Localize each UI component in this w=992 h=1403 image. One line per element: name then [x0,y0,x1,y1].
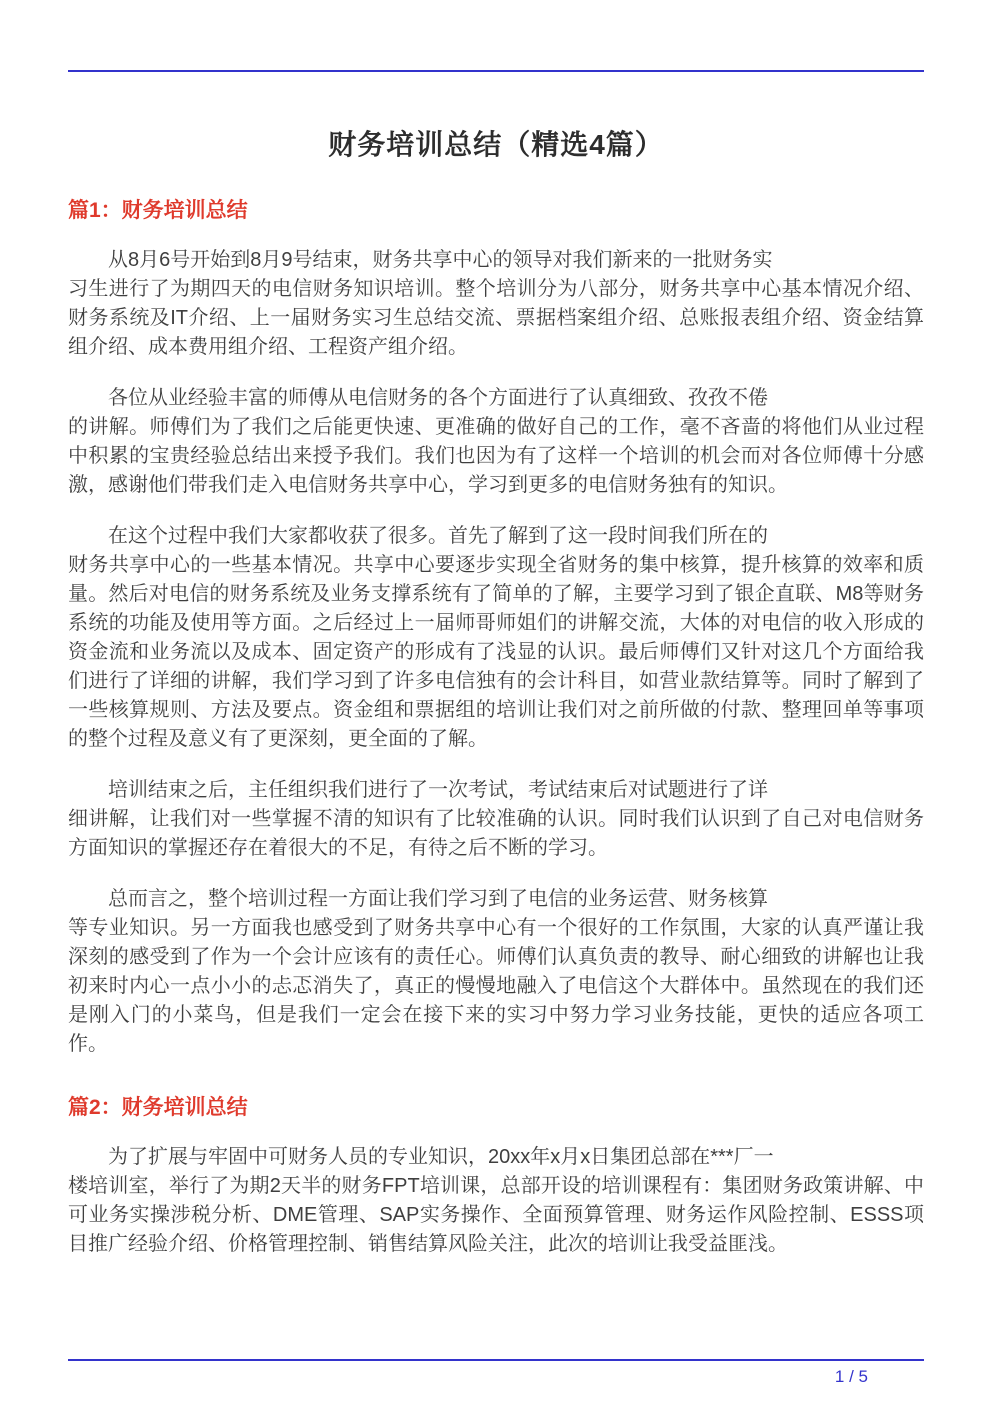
paragraph-first-line: 为了扩展与牢固中可财务人员的专业知识，20xx年x月x日集团总部在***厂一 [108,1146,774,1169]
paragraph-body: 等专业知识。另一方面我也感受到了财务共享中心有一个很好的工作氛围，大家的认真严谨让我深刻的感受到了作为一个会计应该有的责任心。师傅们认真负责的教导、耐心细致的讲解也让我初来时内心一点小小的忐忑消失了，真正的慢慢地融入了电信这个大群体中。虽然现在的我们还是刚入门的小菜鸟，但是我们一定会在接下来的实习中努力学习业务技能，更快的适应各项工作。 [68,916,924,1055]
paragraph-body: 财务共享中心的一些基本情况。共享中心要逐步实现全省财务的集中核算，提升核算的效率和质量。然后对电信的财务系统及业务支撑系统有了简单的了解，主要学习到了银企直联、M8等财务系统的功能及使用等方面。之后经过上一届师哥师姐们的讲解交流，大体的对电信的收入形成的资金流和业务流以及成本、固定资产的形成有了浅显的认识。最后师傅们又针对这几个方面给我们进行了详细的讲解，我们学习到了许多电信独有的会计科目，如营业款结算等。同时了解到了一些核算规则、方法及要点。资金组和票据组的培训让我们对之前所做的付款、整理回单等事项的整个过程及意义有了更深刻，更全面的了解。 [68,553,924,750]
section-1-heading: 篇1：财务培训总结 [68,198,248,222]
document-title: 财务培训总结（精选4篇） [328,129,664,160]
top-divider [68,70,924,72]
paragraph-body: 习生进行了为期四天的电信财务知识培训。整个培训分为八部分，财务共享中心基本情况介绍、财务系统及IT介绍、上一届财务实习生总结交流、票据档案组介绍、总账报表组介绍、资金结算组介绍、成本费用组介绍、工程资产组介绍。 [68,277,924,358]
paragraph [68,522,924,754]
paragraph-first-line: 总而言之，整个培训过程一方面让我们学习到了电信的业务运营、财务核算 [108,887,768,910]
paragraph-first-line: 各位从业经验丰富的师傅从电信财务的各个方面进行了认真细致、孜孜不倦 [108,386,768,409]
section-2-heading: 篇2：财务培训总结 [68,1095,248,1119]
bottom-divider [68,1359,924,1361]
paragraph-body: 细讲解，让我们对一些掌握不清的知识有了比较准确的认识。同时我们认识到了自己对电信财务方面知识的掌握还存在着很大的不足，有待之后不断的学习。 [68,807,924,859]
section-1 [68,198,924,1059]
paragraph-body: 楼培训室，举行了为期2天半的财务FPT培训课，总部开设的培训课程有：集团财务政策讲解、中可业务实操涉税分析、DME管理、SAP实务操作、全面预算管理、财务运作风险控制、ESSS项目推广经验介绍、价格管理控制、销售结算风险关注，此次的培训让我受益匪浅。 [68,1175,924,1256]
paragraph-first-line: 从8月6号开始到8月9号结束，财务共享中心的领导对我们新来的一批财务实 [108,248,773,271]
paragraph [68,776,924,863]
paragraph [68,246,924,362]
section-2 [68,1095,924,1259]
paragraph [68,384,924,500]
paragraph [68,1143,924,1259]
page-number: 1 / 5 [834,1367,868,1386]
paragraph-first-line: 培训结束之后，主任组织我们进行了一次考试，考试结束后对试题进行了详 [108,778,768,801]
page-footer [68,1359,924,1387]
paragraph-first-line: 在这个过程中我们大家都收获了很多。首先了解到了这一段时间我们所在的 [108,524,768,547]
paragraph-body: 的讲解。师傅们为了我们之后能更快速、更准确的做好自己的工作，毫不吝啬的将他们从业过程中积累的宝贵经验总结出来授予我们。我们也因为有了这样一个培训的机会而对各位师傅十分感激，感谢他们带我们走入电信财务共享中心，学习到更多的电信财务独有的知识。 [68,415,924,496]
paragraph [68,885,924,1059]
